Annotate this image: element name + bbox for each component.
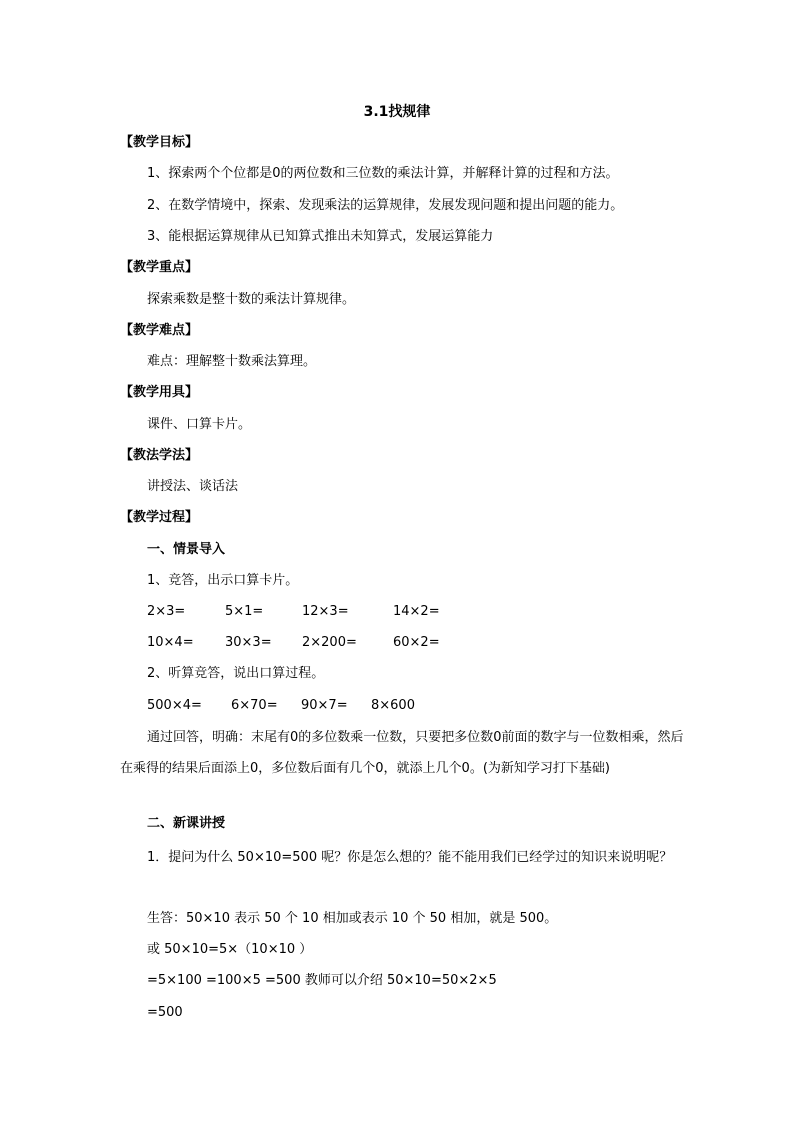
card-expression: 60×2= — [393, 635, 440, 650]
answer-text: 生答：50×10 表示 50 个 10 相加或表示 10 个 50 相加，就是 500。 — [147, 911, 558, 926]
part1-item-2: 2、听算竞答，说出口算过程。 — [147, 666, 325, 681]
part1-item-1: 1、竞答，出示口算卡片。 — [147, 573, 299, 588]
card-expression: 12×3= — [302, 604, 349, 619]
question-paragraph: 1．提问为什么 50×10=500 呢？你是怎么想的？能不能用我们已经学过的知识来说明呢？ — [147, 850, 673, 865]
summary-paragraph: 通过回答，明确：末尾有0的多位数乘一位数，只要把多位数0前面的数字与一位数相乘，然后在乘得的结果后面添上0，多位数后面有几个0，就添上几个0。(为新知学习打下基础) — [120, 730, 684, 776]
difficulty-text: 难点：理解整十数乘法算理。 — [147, 354, 317, 369]
part2-heading: 二、新课讲授 — [147, 816, 226, 831]
objective-item-1: 1、探索两个个位都是0的两位数和三位数的乘法计算，并解释计算的过程和方法。 — [147, 166, 619, 181]
card-expression: 6×70= — [231, 698, 278, 713]
card-expression: 90×7= — [301, 698, 348, 713]
objectives-heading: 【教学目标】 — [120, 135, 199, 150]
document-title: 3.1找规律 — [363, 104, 431, 120]
card-expression: 2×200= — [302, 635, 357, 650]
keypoint-heading: 【教学重点】 — [120, 260, 199, 275]
card-expression: 30×3= — [225, 635, 272, 650]
card-expression: 500×4= — [147, 698, 202, 713]
calc-line-1: 或 50×10=5×（10×10 ） — [147, 942, 313, 957]
calc-line-2: =5×100 =100×5 =500 教师可以介绍 50×10=50×2×5 — [147, 973, 497, 988]
calc-line-3: =500 — [147, 1005, 183, 1020]
card-expression: 8×600 — [371, 698, 415, 713]
card-expression: 2×3= — [147, 604, 186, 619]
objective-item-3: 3、能根据运算规律从已知算式推出未知算式，发展运算能力 — [147, 229, 494, 244]
card-expression: 5×1= — [225, 604, 264, 619]
tools-heading: 【教学用具】 — [120, 385, 199, 400]
process-heading: 【教学过程】 — [120, 510, 199, 525]
keypoint-text: 探索乘数是整十数的乘法计算规律。 — [147, 292, 356, 307]
card-expression: 14×2= — [393, 604, 440, 619]
part1-heading: 一、情景导入 — [147, 542, 226, 557]
difficulty-heading: 【教学难点】 — [120, 323, 199, 338]
method-heading: 【教法学法】 — [120, 448, 199, 463]
tools-text: 课件、口算卡片。 — [147, 417, 252, 432]
objective-item-2: 2、在数学情境中，探索、发现乘法的运算规律，发展发现问题和提出问题的能力。 — [147, 198, 624, 213]
method-text: 讲授法、谈话法 — [147, 479, 239, 494]
card-expression: 10×4= — [147, 635, 194, 650]
